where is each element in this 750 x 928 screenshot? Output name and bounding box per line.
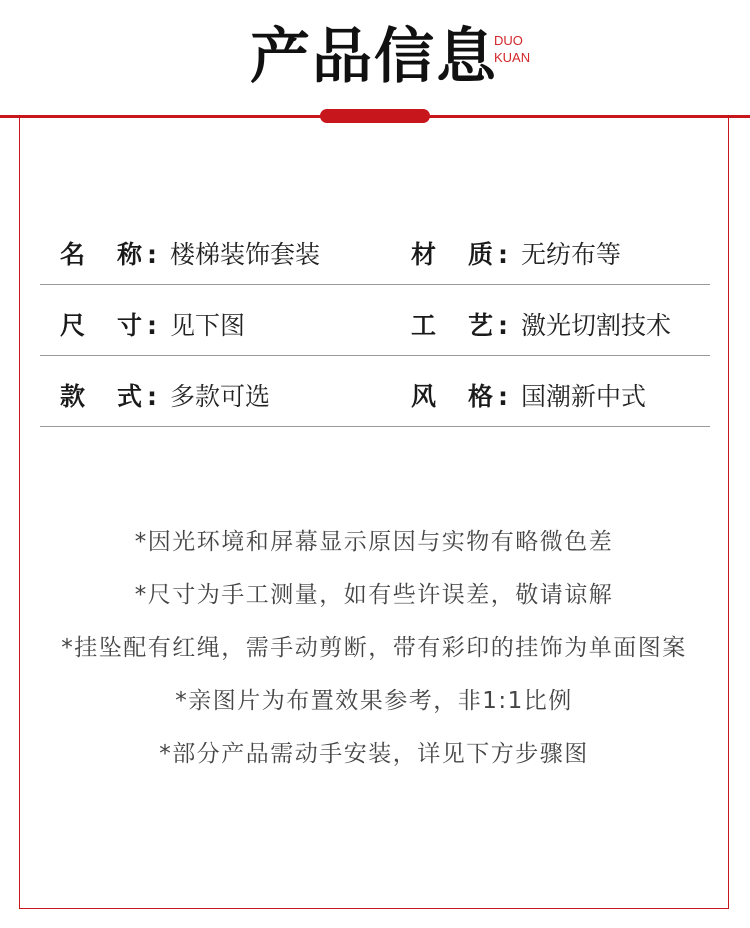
- spec-label: 款 式: [60, 382, 143, 411]
- spec-value: 多款可选: [170, 382, 271, 411]
- spec-item-theme: 风 格 : 国潮新中式: [411, 382, 647, 411]
- spec-value: 无纺布等: [521, 240, 622, 269]
- brand-mark: [494, 32, 530, 66]
- spec-value: 国潮新中式: [521, 382, 647, 411]
- spec-label: 工 艺: [411, 311, 494, 340]
- spec-item-material: 材 质 : 无纺布等: [411, 240, 622, 269]
- page-title: 产品信息: [250, 22, 498, 92]
- note-item: *因光环境和屏幕显示原因与实物有略微色差: [134, 529, 614, 555]
- spec-item-size: 尺 寸 : 见下图: [60, 311, 246, 340]
- spec-item-name: 名 称 : 楼梯装饰套装: [60, 240, 321, 269]
- spec-value: 激光切割技术: [521, 311, 672, 340]
- spec-label: 尺 寸: [60, 311, 143, 340]
- spec-label: 风 格: [411, 382, 494, 411]
- spec-table: [40, 222, 710, 427]
- divider-pill: [320, 109, 430, 123]
- spec-value: 见下图: [170, 311, 246, 340]
- spec-row: [40, 285, 710, 356]
- spec-row: [40, 356, 710, 427]
- spec-value: 楼梯装饰套装: [170, 240, 321, 269]
- note-item: *部分产品需动手安装，详见下方步骤图: [159, 741, 589, 767]
- note-item: *尺寸为手工测量，如有些许误差，敬请谅解: [134, 582, 614, 608]
- spec-label: 材 质: [411, 240, 494, 269]
- spec-item-style: 款 式 : 多款可选: [60, 382, 271, 411]
- spec-item-craft: 工 艺 : 激光切割技术: [411, 311, 672, 340]
- brand-line-2: KUAN: [494, 50, 531, 65]
- note-item: *亲图片为布置效果参考，非1:1比例: [175, 688, 573, 714]
- brand-line-1: DUO: [494, 33, 523, 48]
- spec-label: 名 称: [60, 240, 143, 269]
- notes-list: [19, 527, 729, 792]
- note-item: *挂坠配有红绳，需手动剪断，带有彩印的挂饰为单面图案: [61, 635, 687, 661]
- spec-row: [40, 222, 710, 285]
